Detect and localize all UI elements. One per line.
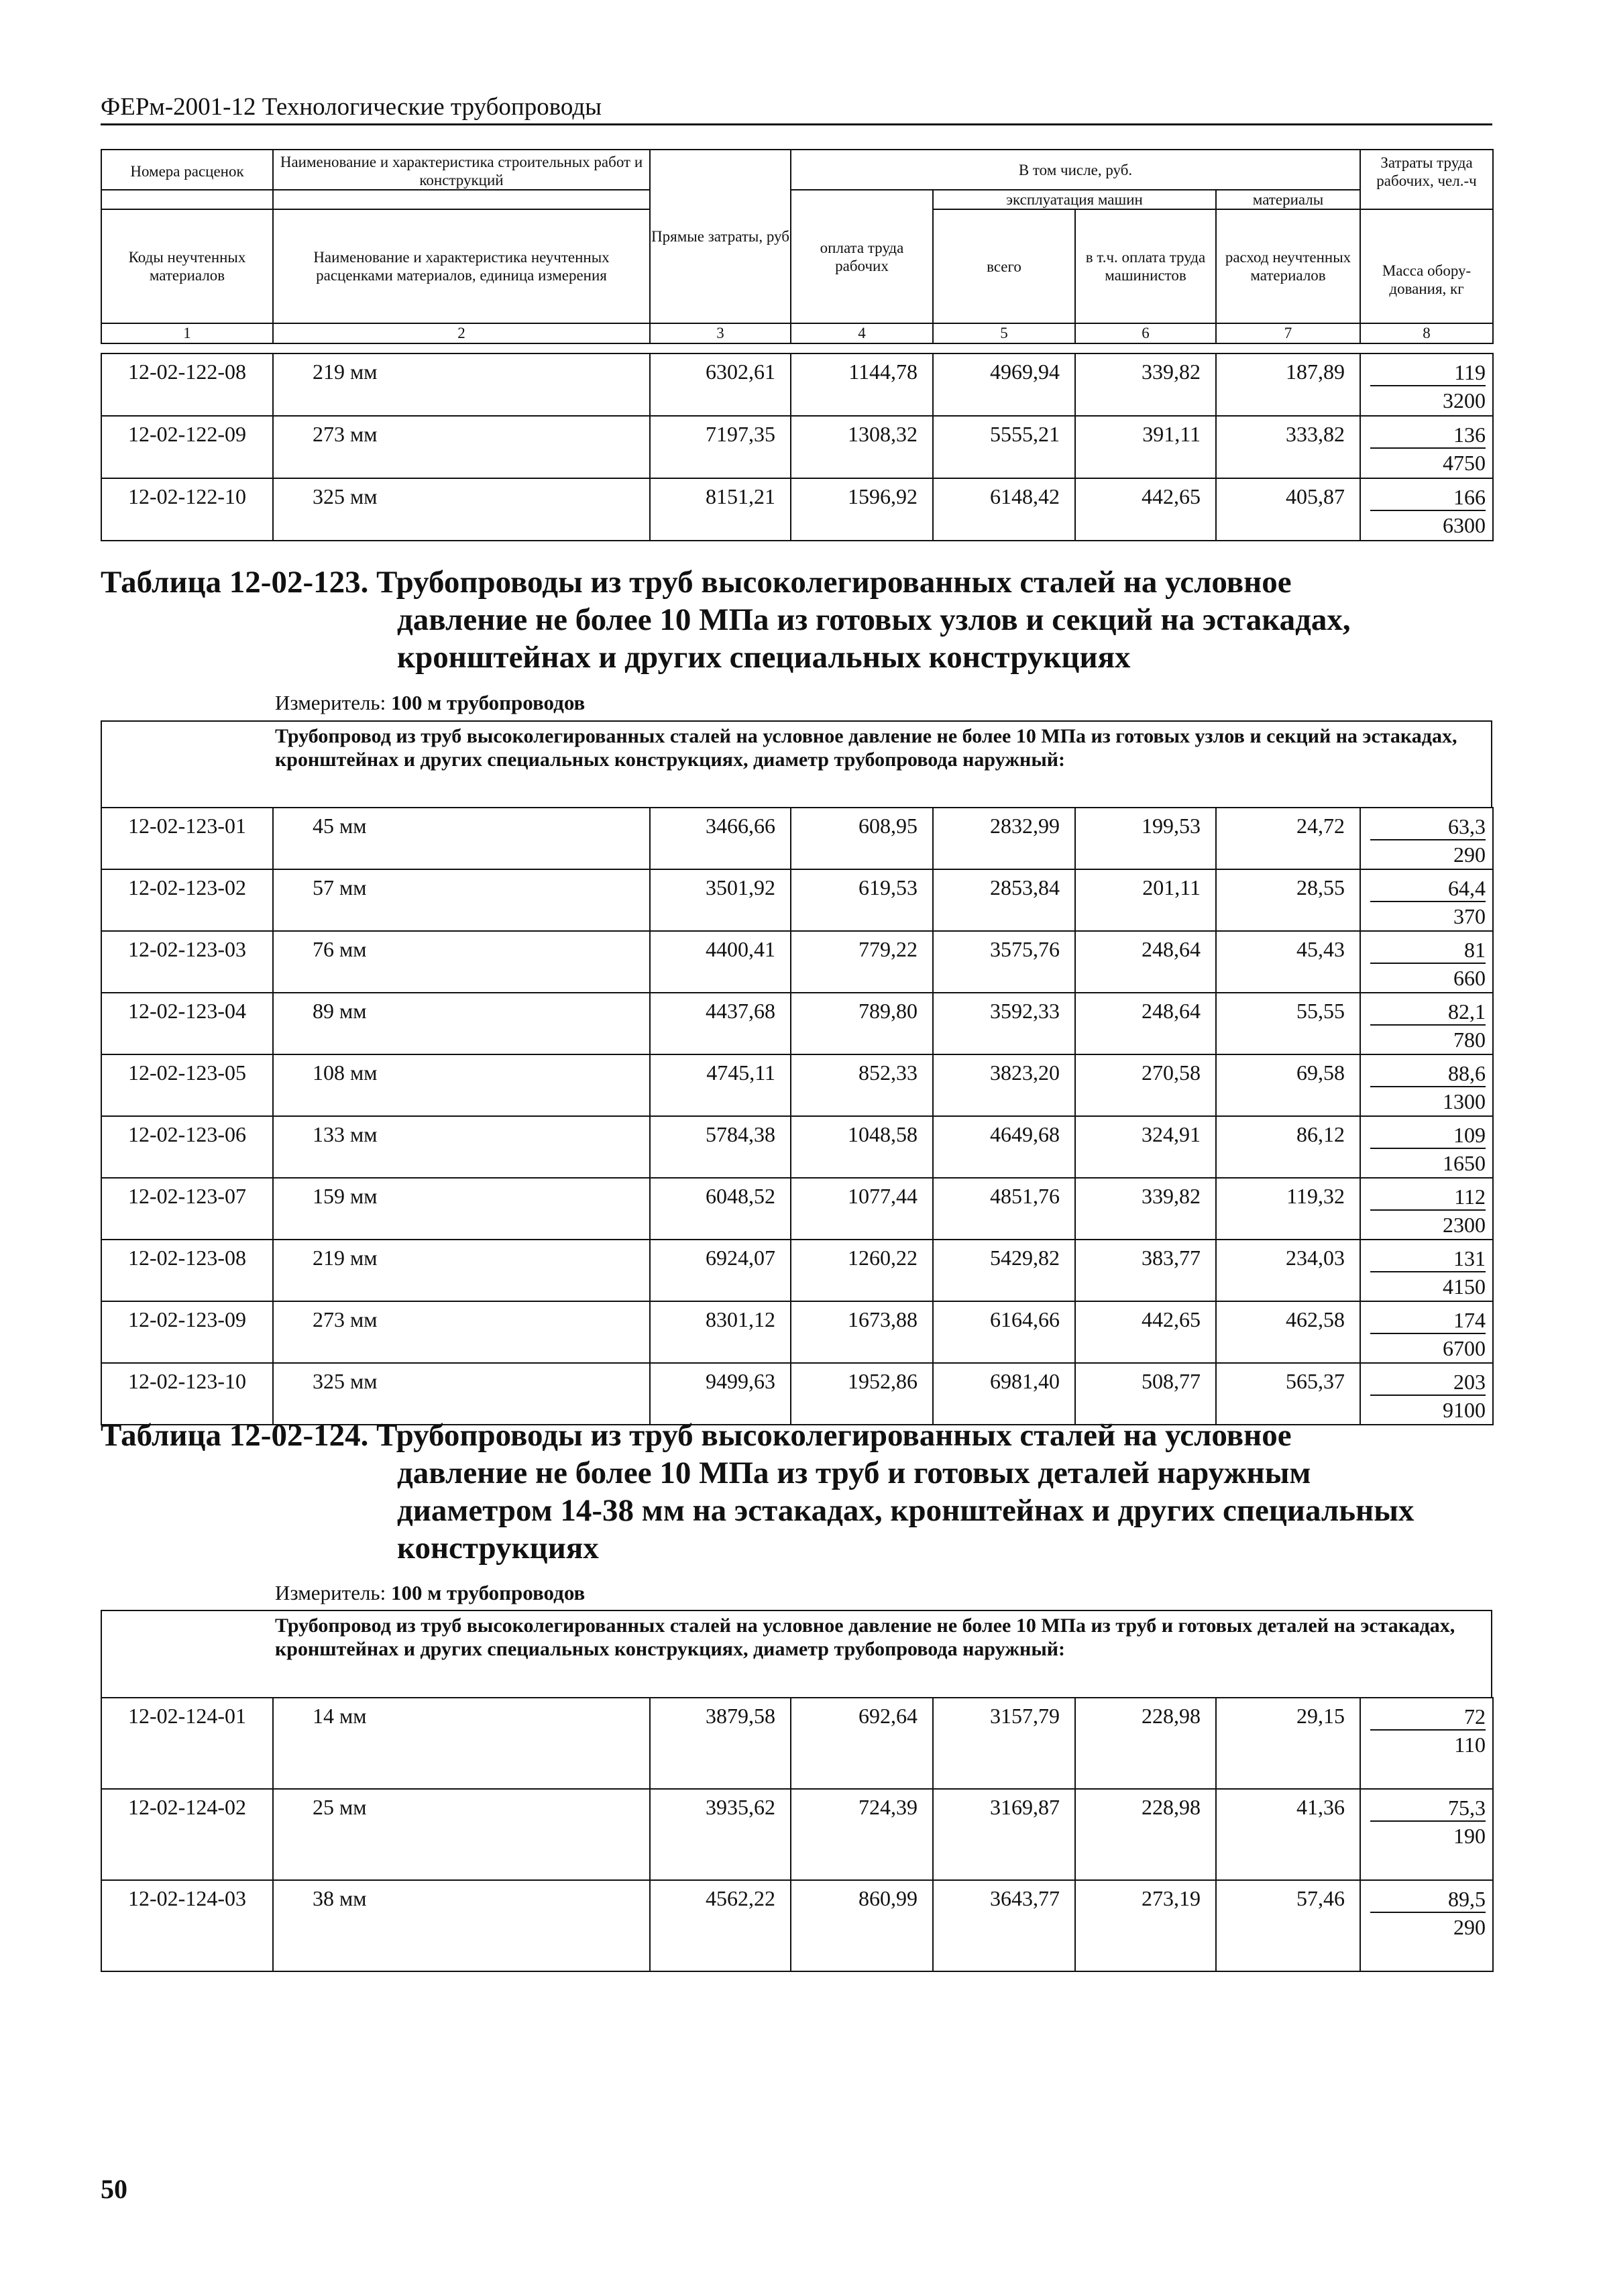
table-row	[101, 869, 1493, 931]
header-direct-costs: Прямые затраты, руб	[650, 150, 791, 323]
machines-total-cell: 5429,82	[933, 1240, 1075, 1301]
rate-code-cell: 12-02-123-01	[101, 808, 273, 869]
materials-cost-cell: 24,72	[1216, 808, 1360, 869]
labor-hours-value: 63,3	[1448, 814, 1486, 838]
col-num-6: 6	[1075, 323, 1216, 343]
table-row	[101, 1178, 1493, 1240]
table-123-measure: Измеритель: 100 м трубопроводов	[275, 691, 586, 714]
table-122-rows	[101, 353, 1494, 541]
table-123-rows	[101, 807, 1494, 1425]
machinist-pay-cell: 383,77	[1075, 1240, 1216, 1301]
labor-mass-cell	[1360, 1178, 1493, 1240]
fraction-line	[1370, 1209, 1486, 1211]
equipment-mass-value: 780	[1453, 1028, 1486, 1052]
col-num-8: 8	[1360, 323, 1493, 343]
materials-cost-cell: 234,03	[1216, 1240, 1360, 1301]
diameter-cell: 38 мм	[273, 1880, 650, 1971]
rate-code-cell: 12-02-123-08	[101, 1240, 273, 1301]
direct-costs-cell: 9499,63	[650, 1363, 791, 1425]
equipment-mass-value: 370	[1453, 904, 1486, 928]
direct-costs-cell: 7197,35	[650, 416, 791, 478]
machines-total-cell: 3643,77	[933, 1880, 1075, 1971]
table-row	[101, 416, 1493, 478]
table-123-title: Таблица 12-02-123. Трубопроводы из труб высоколегированных сталей на условное давление не более 10 МПа из готовых узлов и секций на эстакадах, кронштейнах и других специальных конструкциях	[101, 565, 1351, 675]
diameter-cell: 159 мм	[273, 1178, 650, 1240]
machines-total-cell: 6981,40	[933, 1363, 1075, 1425]
header-name-bottom: Наименование и характеристика неучтенных расценками материалов, единица измерения	[273, 209, 650, 323]
labor-pay-cell: 692,64	[791, 1698, 933, 1789]
labor-mass-cell	[1360, 1301, 1493, 1363]
machinist-pay-cell: 442,65	[1075, 1301, 1216, 1363]
diameter-cell: 89 мм	[273, 993, 650, 1054]
labor-mass-cell	[1360, 808, 1493, 869]
col-num-1: 1	[101, 323, 273, 343]
machines-total-cell: 4851,76	[933, 1178, 1075, 1240]
machinist-pay-cell: 508,77	[1075, 1363, 1216, 1425]
equipment-mass-value: 6300	[1443, 513, 1486, 537]
labor-mass-cell	[1360, 353, 1493, 416]
labor-pay-cell: 608,95	[791, 808, 933, 869]
direct-costs-cell: 3879,58	[650, 1698, 791, 1789]
labor-hours-value: 174	[1453, 1308, 1486, 1332]
header-materials-use: расход неучтенных материалов	[1216, 209, 1360, 323]
machinist-pay-cell: 270,58	[1075, 1054, 1216, 1116]
rate-code-cell: 12-02-122-10	[101, 478, 273, 541]
diameter-cell: 219 мм	[273, 353, 650, 416]
diameter-cell: 57 мм	[273, 869, 650, 931]
labor-hours-value: 88,6	[1448, 1061, 1486, 1085]
header-rule	[101, 123, 1492, 125]
labor-hours-value: 82,1	[1448, 999, 1486, 1024]
labor-pay-cell: 1596,92	[791, 478, 933, 541]
materials-cost-cell: 565,37	[1216, 1363, 1360, 1425]
header-codes-bottom: Коды неучтенных материалов	[101, 209, 273, 323]
materials-cost-cell: 57,46	[1216, 1880, 1360, 1971]
diameter-cell: 45 мм	[273, 808, 650, 869]
header-equipment-mass: Масса обору-дования, кг	[1360, 209, 1493, 323]
header-machines: эксплуатация машин	[933, 190, 1216, 209]
diameter-cell: 108 мм	[273, 1054, 650, 1116]
materials-cost-cell: 69,58	[1216, 1054, 1360, 1116]
header-including: В том числе, руб.	[791, 150, 1360, 190]
rate-code-cell: 12-02-124-03	[101, 1880, 273, 1971]
materials-cost-cell: 55,55	[1216, 993, 1360, 1054]
equipment-mass-value: 290	[1453, 1915, 1486, 1939]
table-123-description: Трубопровод из труб высоколегированных сталей на условное давление не более 10 МПа из готовых узлов и секций на эстакадах, кронштейнах и других специальных конструкциях, диаметр трубопровода наружный:	[275, 725, 1457, 771]
diameter-cell: 14 мм	[273, 1698, 650, 1789]
machinist-pay-cell: 442,65	[1075, 478, 1216, 541]
rate-code-cell: 12-02-123-10	[101, 1363, 273, 1425]
direct-costs-cell: 6048,52	[650, 1178, 791, 1240]
machines-total-cell: 6164,66	[933, 1301, 1075, 1363]
table-row	[101, 993, 1493, 1054]
labor-pay-cell: 852,33	[791, 1054, 933, 1116]
machines-total-cell: 3157,79	[933, 1698, 1075, 1789]
fraction-line	[1370, 963, 1486, 964]
diameter-cell: 325 мм	[273, 1363, 650, 1425]
labor-mass-cell	[1360, 1698, 1493, 1789]
materials-cost-cell: 86,12	[1216, 1116, 1360, 1178]
rate-code-cell: 12-02-123-02	[101, 869, 273, 931]
fraction-line	[1370, 1148, 1486, 1149]
equipment-mass-value: 4750	[1443, 451, 1486, 475]
table-row	[101, 478, 1493, 541]
direct-costs-cell: 3466,66	[650, 808, 791, 869]
machinist-pay-cell: 339,82	[1075, 353, 1216, 416]
fraction-line	[1370, 1395, 1486, 1396]
running-header: ФЕРм-2001-12 Технологические трубопроводы	[101, 93, 602, 121]
labor-pay-cell: 1260,22	[791, 1240, 933, 1301]
labor-pay-cell: 1048,58	[791, 1116, 933, 1178]
materials-cost-cell: 41,36	[1216, 1789, 1360, 1880]
labor-mass-cell	[1360, 416, 1493, 478]
table-row	[101, 1880, 1493, 1971]
fraction-line	[1370, 1912, 1486, 1913]
col-num-7: 7	[1216, 323, 1360, 343]
diameter-cell: 76 мм	[273, 931, 650, 993]
fraction-line	[1370, 385, 1486, 386]
header-labor-pay: оплата труда рабочих	[791, 190, 933, 323]
labor-hours-value: 75,3	[1448, 1796, 1486, 1820]
rate-code-cell: 12-02-123-06	[101, 1116, 273, 1178]
labor-hours-value: 131	[1453, 1246, 1486, 1270]
equipment-mass-value: 4150	[1443, 1274, 1486, 1299]
machinist-pay-cell: 201,11	[1075, 869, 1216, 931]
table-row	[101, 1698, 1493, 1789]
equipment-mass-value: 290	[1453, 842, 1486, 867]
labor-pay-cell: 779,22	[791, 931, 933, 993]
materials-cost-cell: 45,43	[1216, 931, 1360, 993]
equipment-mass-value: 660	[1453, 966, 1486, 990]
equipment-mass-value: 1300	[1443, 1089, 1486, 1113]
labor-hours-value: 112	[1454, 1185, 1486, 1209]
labor-hours-value: 203	[1453, 1370, 1486, 1394]
labor-pay-cell: 724,39	[791, 1789, 933, 1880]
materials-cost-cell: 462,58	[1216, 1301, 1360, 1363]
fraction-line	[1370, 901, 1486, 902]
labor-mass-cell	[1360, 478, 1493, 541]
fraction-line	[1370, 1024, 1486, 1026]
header-machines-total: всего	[933, 209, 1075, 323]
diameter-cell: 133 мм	[273, 1116, 650, 1178]
machinist-pay-cell: 199,53	[1075, 808, 1216, 869]
machinist-pay-cell: 228,98	[1075, 1698, 1216, 1789]
machines-total-cell: 4649,68	[933, 1116, 1075, 1178]
materials-cost-cell: 405,87	[1216, 478, 1360, 541]
materials-cost-cell: 29,15	[1216, 1698, 1360, 1789]
labor-hours-value: 64,4	[1448, 876, 1486, 900]
direct-costs-cell: 4437,68	[650, 993, 791, 1054]
equipment-mass-value: 3200	[1443, 388, 1486, 413]
labor-mass-cell	[1360, 993, 1493, 1054]
diameter-cell: 25 мм	[273, 1789, 650, 1880]
machines-total-cell: 2853,84	[933, 869, 1075, 931]
fraction-line	[1370, 1271, 1486, 1272]
labor-mass-cell	[1360, 1880, 1493, 1971]
col-num-2: 2	[273, 323, 650, 343]
fraction-line	[1370, 447, 1486, 449]
machines-total-cell: 5555,21	[933, 416, 1075, 478]
equipment-mass-value: 190	[1453, 1824, 1486, 1848]
rate-code-cell: 12-02-123-07	[101, 1178, 273, 1240]
labor-hours-value: 119	[1454, 360, 1486, 384]
machines-total-cell: 3575,76	[933, 931, 1075, 993]
rate-code-cell: 12-02-122-08	[101, 353, 273, 416]
header-labor-hours: Затраты труда рабочих, чел.-ч	[1360, 150, 1493, 190]
table-row	[101, 1301, 1493, 1363]
machinist-pay-cell: 228,98	[1075, 1789, 1216, 1880]
equipment-mass-value: 9100	[1443, 1398, 1486, 1422]
labor-mass-cell	[1360, 1116, 1493, 1178]
table-row	[101, 1240, 1493, 1301]
machinist-pay-cell: 324,91	[1075, 1116, 1216, 1178]
fraction-line	[1370, 1729, 1486, 1731]
table-row	[101, 1789, 1493, 1880]
machines-total-cell: 2832,99	[933, 808, 1075, 869]
labor-pay-cell: 789,80	[791, 993, 933, 1054]
equipment-mass-value: 6700	[1443, 1336, 1486, 1360]
table-row	[101, 931, 1493, 993]
table-row	[101, 1363, 1493, 1425]
header-codes-top: Номера расценок	[101, 150, 273, 190]
labor-hours-value: 136	[1453, 423, 1486, 447]
table-124-title: Таблица 12-02-124. Трубопроводы из труб высоколегированных сталей на условное давление не более 10 МПа из труб и готовых деталей наружным диаметром 14-38 мм на эстакадах, кронштейнах и других специальных конструкциях	[101, 1418, 1414, 1566]
header-machinist-pay: в т.ч. оплата труда машинистов	[1075, 209, 1216, 323]
equipment-mass-value: 110	[1454, 1733, 1486, 1757]
labor-mass-cell	[1360, 869, 1493, 931]
direct-costs-cell: 5784,38	[650, 1116, 791, 1178]
labor-hours-value: 81	[1464, 938, 1486, 962]
direct-costs-cell: 4562,22	[650, 1880, 791, 1971]
direct-costs-cell: 4745,11	[650, 1054, 791, 1116]
table-row	[101, 353, 1493, 416]
materials-cost-cell: 28,55	[1216, 869, 1360, 931]
direct-costs-cell: 8301,12	[650, 1301, 791, 1363]
column-header-table	[101, 149, 1494, 344]
fraction-line	[1370, 1086, 1486, 1087]
direct-costs-cell: 6924,07	[650, 1240, 791, 1301]
col-num-5: 5	[933, 323, 1075, 343]
table-row	[101, 1116, 1493, 1178]
labor-pay-cell: 1077,44	[791, 1178, 933, 1240]
fraction-line	[1370, 1820, 1486, 1822]
header-materials: материалы	[1216, 190, 1360, 209]
table-row	[101, 1054, 1493, 1116]
header-name-top: Наименование и характеристика строительных работ и конструкций	[273, 150, 650, 190]
table-124-rows	[101, 1697, 1494, 1972]
diameter-cell: 273 мм	[273, 1301, 650, 1363]
machinist-pay-cell: 248,64	[1075, 931, 1216, 993]
diameter-cell: 325 мм	[273, 478, 650, 541]
rate-code-cell: 12-02-123-04	[101, 993, 273, 1054]
col-num-4: 4	[791, 323, 933, 343]
materials-cost-cell: 119,32	[1216, 1178, 1360, 1240]
rate-code-cell: 12-02-123-05	[101, 1054, 273, 1116]
table-124-measure: Измеритель: 100 м трубопроводов	[275, 1581, 586, 1604]
labor-pay-cell: 1308,32	[791, 416, 933, 478]
labor-mass-cell	[1360, 1240, 1493, 1301]
labor-hours-value: 166	[1453, 485, 1486, 509]
machines-total-cell: 3169,87	[933, 1789, 1075, 1880]
fraction-line	[1370, 1333, 1486, 1334]
labor-hours-value: 89,5	[1448, 1887, 1486, 1911]
labor-pay-cell: 619,53	[791, 869, 933, 931]
direct-costs-cell: 3935,62	[650, 1789, 791, 1880]
direct-costs-cell: 8151,21	[650, 478, 791, 541]
rate-code-cell: 12-02-123-09	[101, 1301, 273, 1363]
materials-cost-cell: 333,82	[1216, 416, 1360, 478]
rate-code-cell: 12-02-124-01	[101, 1698, 273, 1789]
direct-costs-cell: 6302,61	[650, 353, 791, 416]
machinist-pay-cell: 339,82	[1075, 1178, 1216, 1240]
rate-code-cell: 12-02-124-02	[101, 1789, 273, 1880]
labor-mass-cell	[1360, 1054, 1493, 1116]
direct-costs-cell: 4400,41	[650, 931, 791, 993]
labor-hours-value: 72	[1464, 1704, 1486, 1729]
machinist-pay-cell: 248,64	[1075, 993, 1216, 1054]
labor-pay-cell: 1673,88	[791, 1301, 933, 1363]
machinist-pay-cell: 273,19	[1075, 1880, 1216, 1971]
labor-mass-cell	[1360, 1789, 1493, 1880]
rate-code-cell: 12-02-123-03	[101, 931, 273, 993]
labor-pay-cell: 1952,86	[791, 1363, 933, 1425]
fraction-line	[1370, 839, 1486, 840]
machines-total-cell: 3592,33	[933, 993, 1075, 1054]
machinist-pay-cell: 391,11	[1075, 416, 1216, 478]
equipment-mass-value: 2300	[1443, 1213, 1486, 1237]
fraction-line	[1370, 510, 1486, 511]
materials-cost-cell: 187,89	[1216, 353, 1360, 416]
machines-total-cell: 4969,94	[933, 353, 1075, 416]
diameter-cell: 219 мм	[273, 1240, 650, 1301]
equipment-mass-value: 1650	[1443, 1151, 1486, 1175]
col-num-3: 3	[650, 323, 791, 343]
labor-mass-cell	[1360, 931, 1493, 993]
machines-total-cell: 3823,20	[933, 1054, 1075, 1116]
table-row	[101, 808, 1493, 869]
labor-hours-value: 109	[1453, 1123, 1486, 1147]
table-124-description: Трубопровод из труб высоколегированных сталей на условное давление не более 10 МПа из труб и готовых деталей на эстакадах, кронштейнах и других специальных конструкциях, диаметр трубопровода наружный:	[275, 1615, 1455, 1660]
machines-total-cell: 6148,42	[933, 478, 1075, 541]
diameter-cell: 273 мм	[273, 416, 650, 478]
labor-mass-cell	[1360, 1363, 1493, 1425]
direct-costs-cell: 3501,92	[650, 869, 791, 931]
labor-pay-cell: 1144,78	[791, 353, 933, 416]
rate-code-cell: 12-02-122-09	[101, 416, 273, 478]
labor-pay-cell: 860,99	[791, 1880, 933, 1971]
page-number: 50	[101, 2174, 127, 2204]
